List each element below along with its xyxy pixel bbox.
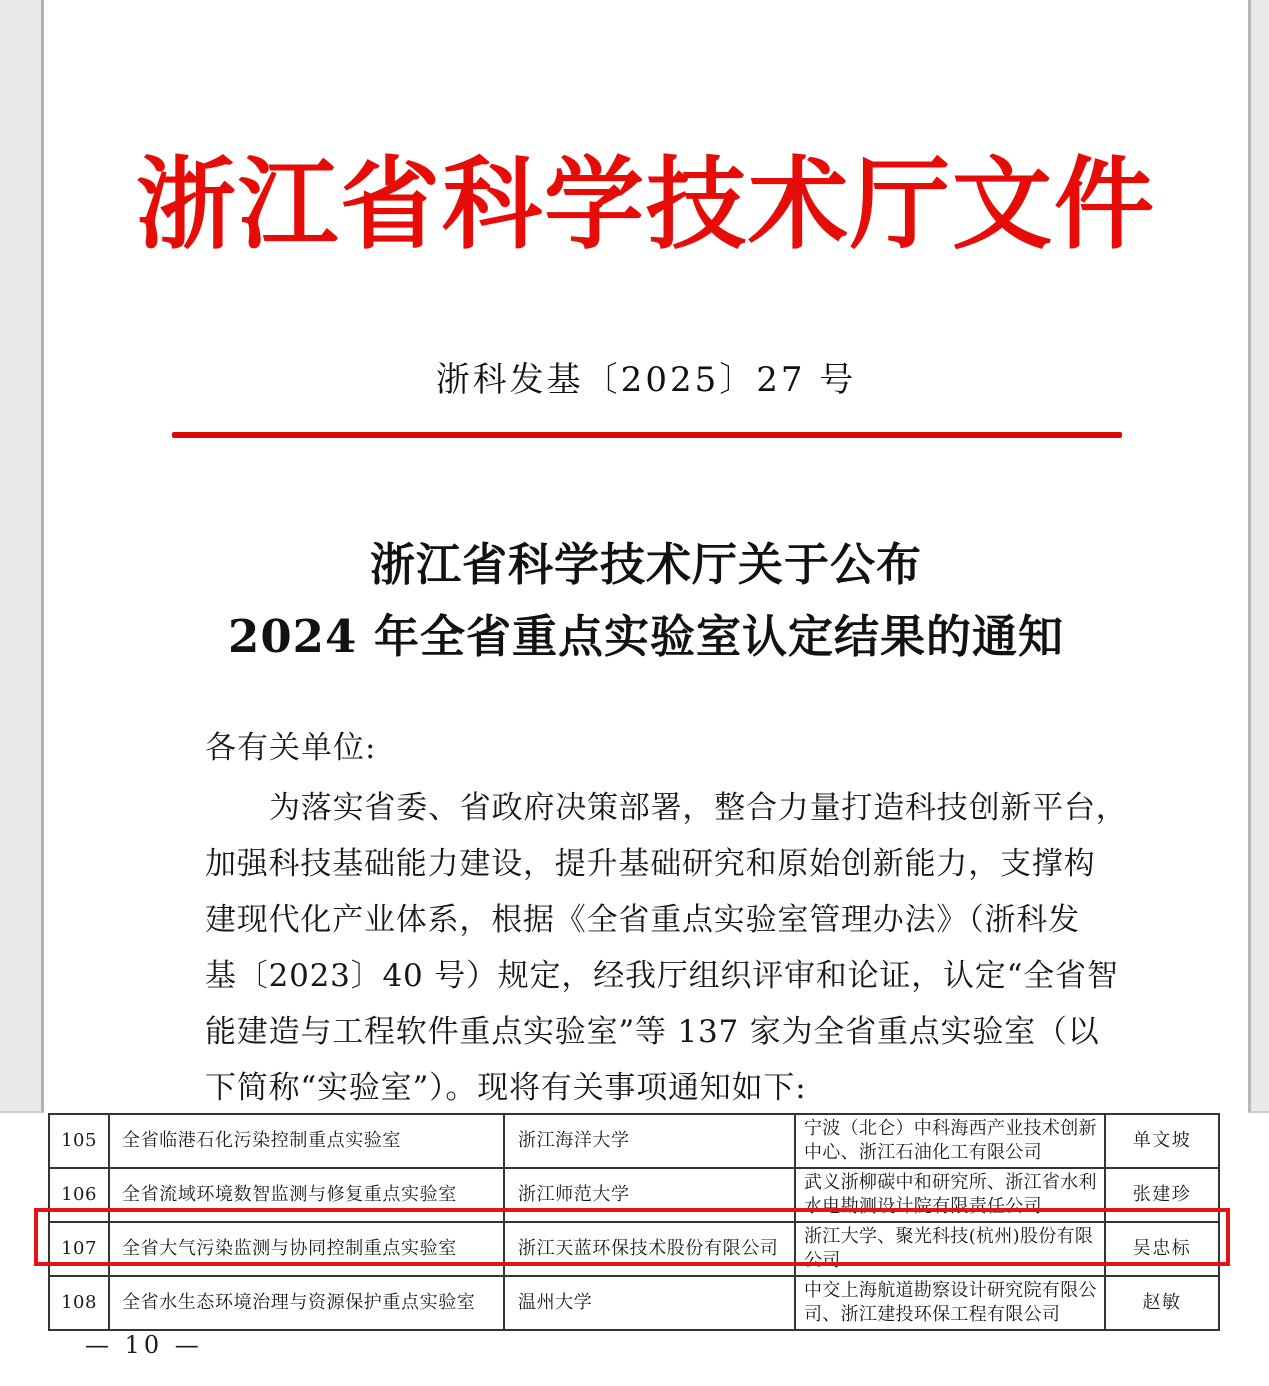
notice-title-line1: 浙江省科学技术厅关于公布 bbox=[369, 538, 922, 591]
host-unit-cell: 浙江天蓝环保技术股份有限公司 bbox=[504, 1222, 795, 1276]
body-line: 能建造与工程软件重点实验室”等 137 家为全省重点实验室（以 bbox=[205, 1014, 1100, 1050]
salutation: 各有关单位: bbox=[205, 730, 377, 766]
partner-units-cell: 宁波（北仑）中科海西产业技术创新中心、浙江石油化工有限公司 bbox=[795, 1114, 1105, 1168]
partner-units-cell: 中交上海航道勘察设计研究院有限公司、浙江建投环保工程有限公司 bbox=[795, 1276, 1105, 1330]
red-highlight-box bbox=[34, 1208, 1230, 1266]
partner-units-cell: 浙江大学、聚光科技(杭州)股份有限公司 bbox=[795, 1222, 1105, 1276]
partner-units-cell: 武义浙柳碳中和研究所、浙江省水利水电勘测设计院有限责任公司 bbox=[795, 1168, 1105, 1222]
director-cell: 赵敏 bbox=[1105, 1276, 1219, 1330]
body-line: 基〔2023〕40 号）规定，经我厅组织评审和论证，认定“全省智 bbox=[205, 958, 1119, 994]
document-header-title: 浙江省科学技术厅文件 bbox=[136, 145, 1156, 263]
red-separator-line bbox=[172, 432, 1122, 438]
table-row bbox=[49, 1276, 1219, 1330]
director-cell: 单文坡 bbox=[1105, 1114, 1219, 1168]
body-line: 建现代化产业体系，根据《全省重点实验室管理办法》（浙科发 bbox=[205, 902, 1080, 938]
lab-name-cell: 全省临港石化污染控制重点实验室 bbox=[109, 1114, 504, 1168]
table-row bbox=[49, 1114, 1219, 1168]
director-cell: 吴忠标 bbox=[1105, 1222, 1219, 1276]
host-unit-cell: 温州大学 bbox=[504, 1276, 795, 1330]
notice-title-line2: 2024 年全省重点实验室认定结果的通知 bbox=[228, 610, 1064, 663]
row-number-cell: 107 bbox=[49, 1222, 109, 1276]
page-number: — 10 — bbox=[85, 1331, 203, 1359]
body-line: 下简称“实验室”）。现将有关事项通知如下: bbox=[205, 1070, 807, 1106]
host-unit-cell: 浙江师范大学 bbox=[504, 1168, 795, 1222]
row-number-cell: 105 bbox=[49, 1114, 109, 1168]
scan-right-margin bbox=[1248, 0, 1269, 1113]
host-unit-cell: 浙江海洋大学 bbox=[504, 1114, 795, 1168]
director-cell: 张建珍 bbox=[1105, 1168, 1219, 1222]
scan-left-margin bbox=[0, 0, 44, 1113]
lab-name-cell: 全省流域环境数智监测与修复重点实验室 bbox=[109, 1168, 504, 1222]
lab-name-cell: 全省水生态环境治理与资源保护重点实验室 bbox=[109, 1276, 504, 1330]
body-line: 为落实省委、省政府决策部署，整合力量打造科技创新平台， bbox=[269, 790, 1128, 826]
body-line: 加强科技基础能力建设，提升基础研究和原始创新能力，支撑构 bbox=[205, 846, 1096, 882]
row-number-cell: 108 bbox=[49, 1276, 109, 1330]
body-paragraph bbox=[205, 780, 1145, 1116]
lab-name-cell: 全省大气污染监测与协同控制重点实验室 bbox=[109, 1222, 504, 1276]
row-number-cell: 106 bbox=[49, 1168, 109, 1222]
document-number: 浙科发基〔2025〕27 号 bbox=[435, 360, 857, 400]
